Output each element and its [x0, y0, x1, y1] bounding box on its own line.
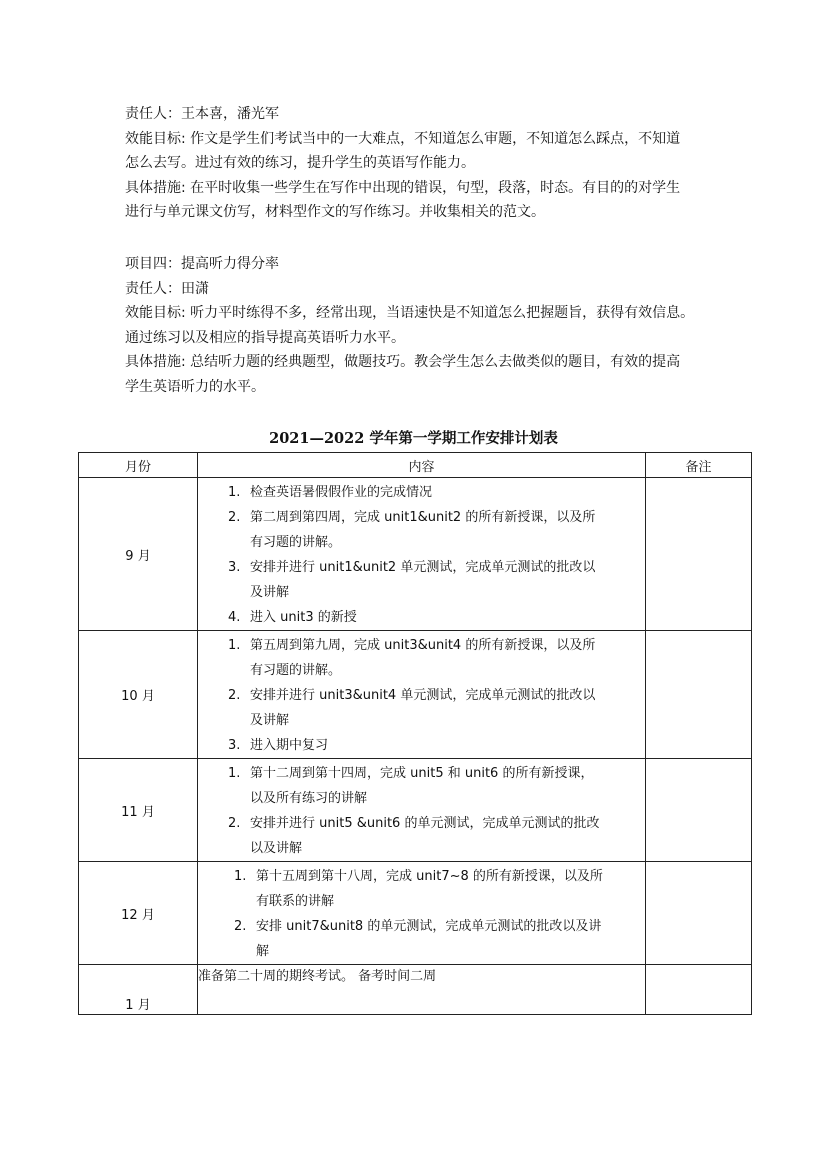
item-text: 安排 unit7&unit8 的单元测试，完成单元测试的批改以及讲	[256, 919, 602, 934]
item-text-continued: 解	[256, 944, 270, 959]
item-text: 第十二周到第十四周，完成 unit5 和 unit6 的所有新授课，	[250, 766, 594, 781]
table-row	[79, 965, 752, 1015]
list-item	[198, 605, 639, 630]
note-cell	[646, 759, 752, 862]
list-item	[198, 505, 639, 555]
list-item	[204, 864, 639, 914]
item-text-continued: 以及所有练习的讲解	[250, 791, 368, 806]
project-3-details	[125, 102, 725, 225]
list-item	[198, 683, 639, 733]
responsible-person-line: 责任人：王本喜，潘光军	[125, 106, 279, 122]
month-cell: 11 月	[79, 759, 198, 862]
item-number: 1.	[228, 638, 241, 653]
item-number: 1.	[234, 869, 247, 884]
project-heading: 项目四：提高听力得分率	[125, 256, 279, 272]
item-number: 1.	[228, 485, 241, 500]
measure-line: 学生英语听力的水平。	[125, 378, 265, 395]
content-cell	[198, 759, 646, 862]
goal-line: 效能目标: 听力平时练得不多，经常出现，当语速快是不知道怎么把握题旨，获得有效信息。	[125, 305, 695, 321]
item-text-continued: 以及讲解	[250, 841, 303, 856]
table-row	[79, 631, 752, 759]
header-content: 内容	[198, 453, 646, 478]
item-text-continued: 及讲解	[250, 713, 290, 728]
content-cell	[198, 631, 646, 759]
responsible-person-line: 责任人：田潇	[125, 280, 209, 297]
item-text-continued: 有习题的讲解。	[250, 535, 342, 550]
item-text-continued: 有习题的讲解。	[250, 663, 342, 678]
content-cell: 准备第二十周的期终考试。 备考时间二周	[198, 965, 646, 1015]
table-row	[79, 759, 752, 862]
item-text: 第十五周到第十八周，完成 unit7~8 的所有新授课，以及所	[256, 869, 603, 884]
goal-line: 效能目标: 作文是学生们考试当中的一大难点，不知道怎么审题，不知道怎么踩点，不知道	[125, 130, 681, 147]
list-item	[198, 633, 639, 683]
project-4-details	[125, 252, 725, 399]
measure-line: 具体措施: 总结听力题的经典题型，做题技巧。教会学生怎么去做类似的题目，有效的提高	[125, 354, 681, 370]
note-cell	[646, 478, 752, 631]
item-number: 1.	[228, 766, 241, 781]
table-title: 2021—2022 学年第一学期工作安排计划表	[269, 430, 558, 447]
item-number: 2.	[228, 688, 241, 703]
item-text: 检查英语暑假假作业的完成情况	[250, 485, 433, 500]
item-number: 3.	[228, 738, 241, 753]
content-cell	[198, 862, 646, 965]
item-number: 4.	[228, 610, 241, 625]
month-cell: 12 月	[79, 862, 198, 965]
item-number: 3.	[228, 560, 241, 575]
list-item	[198, 555, 639, 605]
item-number: 2.	[228, 510, 241, 525]
item-text-continued: 及讲解	[250, 585, 290, 600]
list-item	[198, 733, 639, 758]
note-cell	[646, 965, 752, 1015]
work-plan-table	[78, 452, 752, 1015]
item-text: 进入 unit3 的新授	[250, 610, 357, 625]
note-cell	[646, 862, 752, 965]
list-item	[204, 914, 639, 964]
goal-line: 通过练习以及相应的指导提高英语听力水平。	[125, 329, 405, 346]
item-number: 2.	[234, 919, 247, 934]
item-text: 第二周到第四周，完成 unit1&unit2 的所有新授课，以及所	[250, 510, 596, 525]
table-row	[79, 862, 752, 965]
header-month: 月份	[79, 453, 198, 478]
item-text: 进入期中复习	[250, 738, 329, 753]
measure-line: 进行与单元课文仿写，材料型作文的写作练习。并收集相关的范文。	[125, 204, 545, 220]
item-text-continued: 有联系的讲解	[256, 894, 335, 909]
item-text: 安排并进行 unit3&unit4 单元测试，完成单元测试的批改以	[250, 688, 596, 703]
list-item	[198, 811, 639, 861]
item-number: 2.	[228, 816, 241, 831]
list-item	[198, 761, 639, 811]
content-cell	[198, 478, 646, 631]
item-text: 第五周到第九周，完成 unit3&unit4 的所有新授课，以及所	[250, 638, 596, 653]
item-text: 安排并进行 unit5 &unit6 的单元测试，完成单元测试的批改	[250, 816, 600, 831]
measure-line: 具体措施: 在平时收集一些学生在写作中出现的错误，句型，段落，时态。有目的的对学生	[125, 179, 681, 196]
month-cell: 1 月	[79, 965, 198, 1015]
table-row	[79, 478, 752, 631]
month-cell: 9 月	[79, 478, 198, 631]
note-cell	[646, 631, 752, 759]
item-text: 安排并进行 unit1&unit2 单元测试，完成单元测试的批改以	[250, 560, 596, 575]
list-item	[198, 480, 639, 505]
header-note: 备注	[646, 453, 752, 478]
table-header-row	[79, 453, 752, 478]
goal-line: 怎么去写。进过有效的练习，提升学生的英语写作能力。	[125, 155, 475, 171]
month-cell: 10 月	[79, 631, 198, 759]
